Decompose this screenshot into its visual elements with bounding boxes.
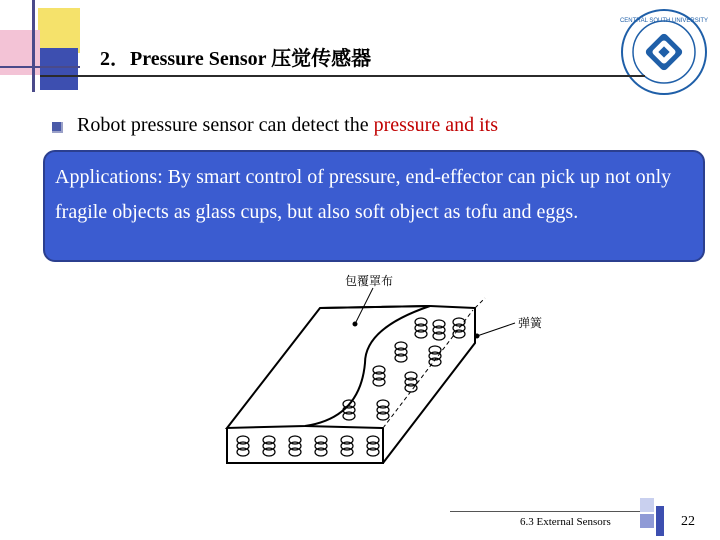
corner-decoration (0, 0, 90, 100)
pressure-sensor-diagram (215, 268, 555, 478)
footer-section: 6.3 External Sensors (520, 516, 611, 528)
footer-decoration (640, 498, 680, 538)
university-logo (620, 8, 708, 96)
page-number: 22 (681, 514, 695, 529)
cover-fabric-label: 包覆罩布 (345, 274, 394, 288)
applications-callout: Applications: By smart control of pressure, end-effector can pick up not only fragile objects as glass cups, but also soft object as tofu and eggs. (43, 150, 705, 262)
bullet-text (77, 114, 498, 137)
spring-label: 弹簧 (518, 316, 543, 330)
bullet-icon (52, 122, 63, 133)
title-divider (40, 75, 645, 77)
bullet-highlight: pressure and its (373, 114, 498, 136)
slide-title: 2．Pressure Sensor 压觉传感器 (100, 48, 372, 70)
footer-divider (450, 511, 640, 512)
bullet-text-prefix: Robot pressure sensor can detect the (77, 114, 374, 136)
svg-text:CENTRAL SOUTH UNIVERSITY: CENTRAL SOUTH UNIVERSITY (620, 18, 708, 24)
